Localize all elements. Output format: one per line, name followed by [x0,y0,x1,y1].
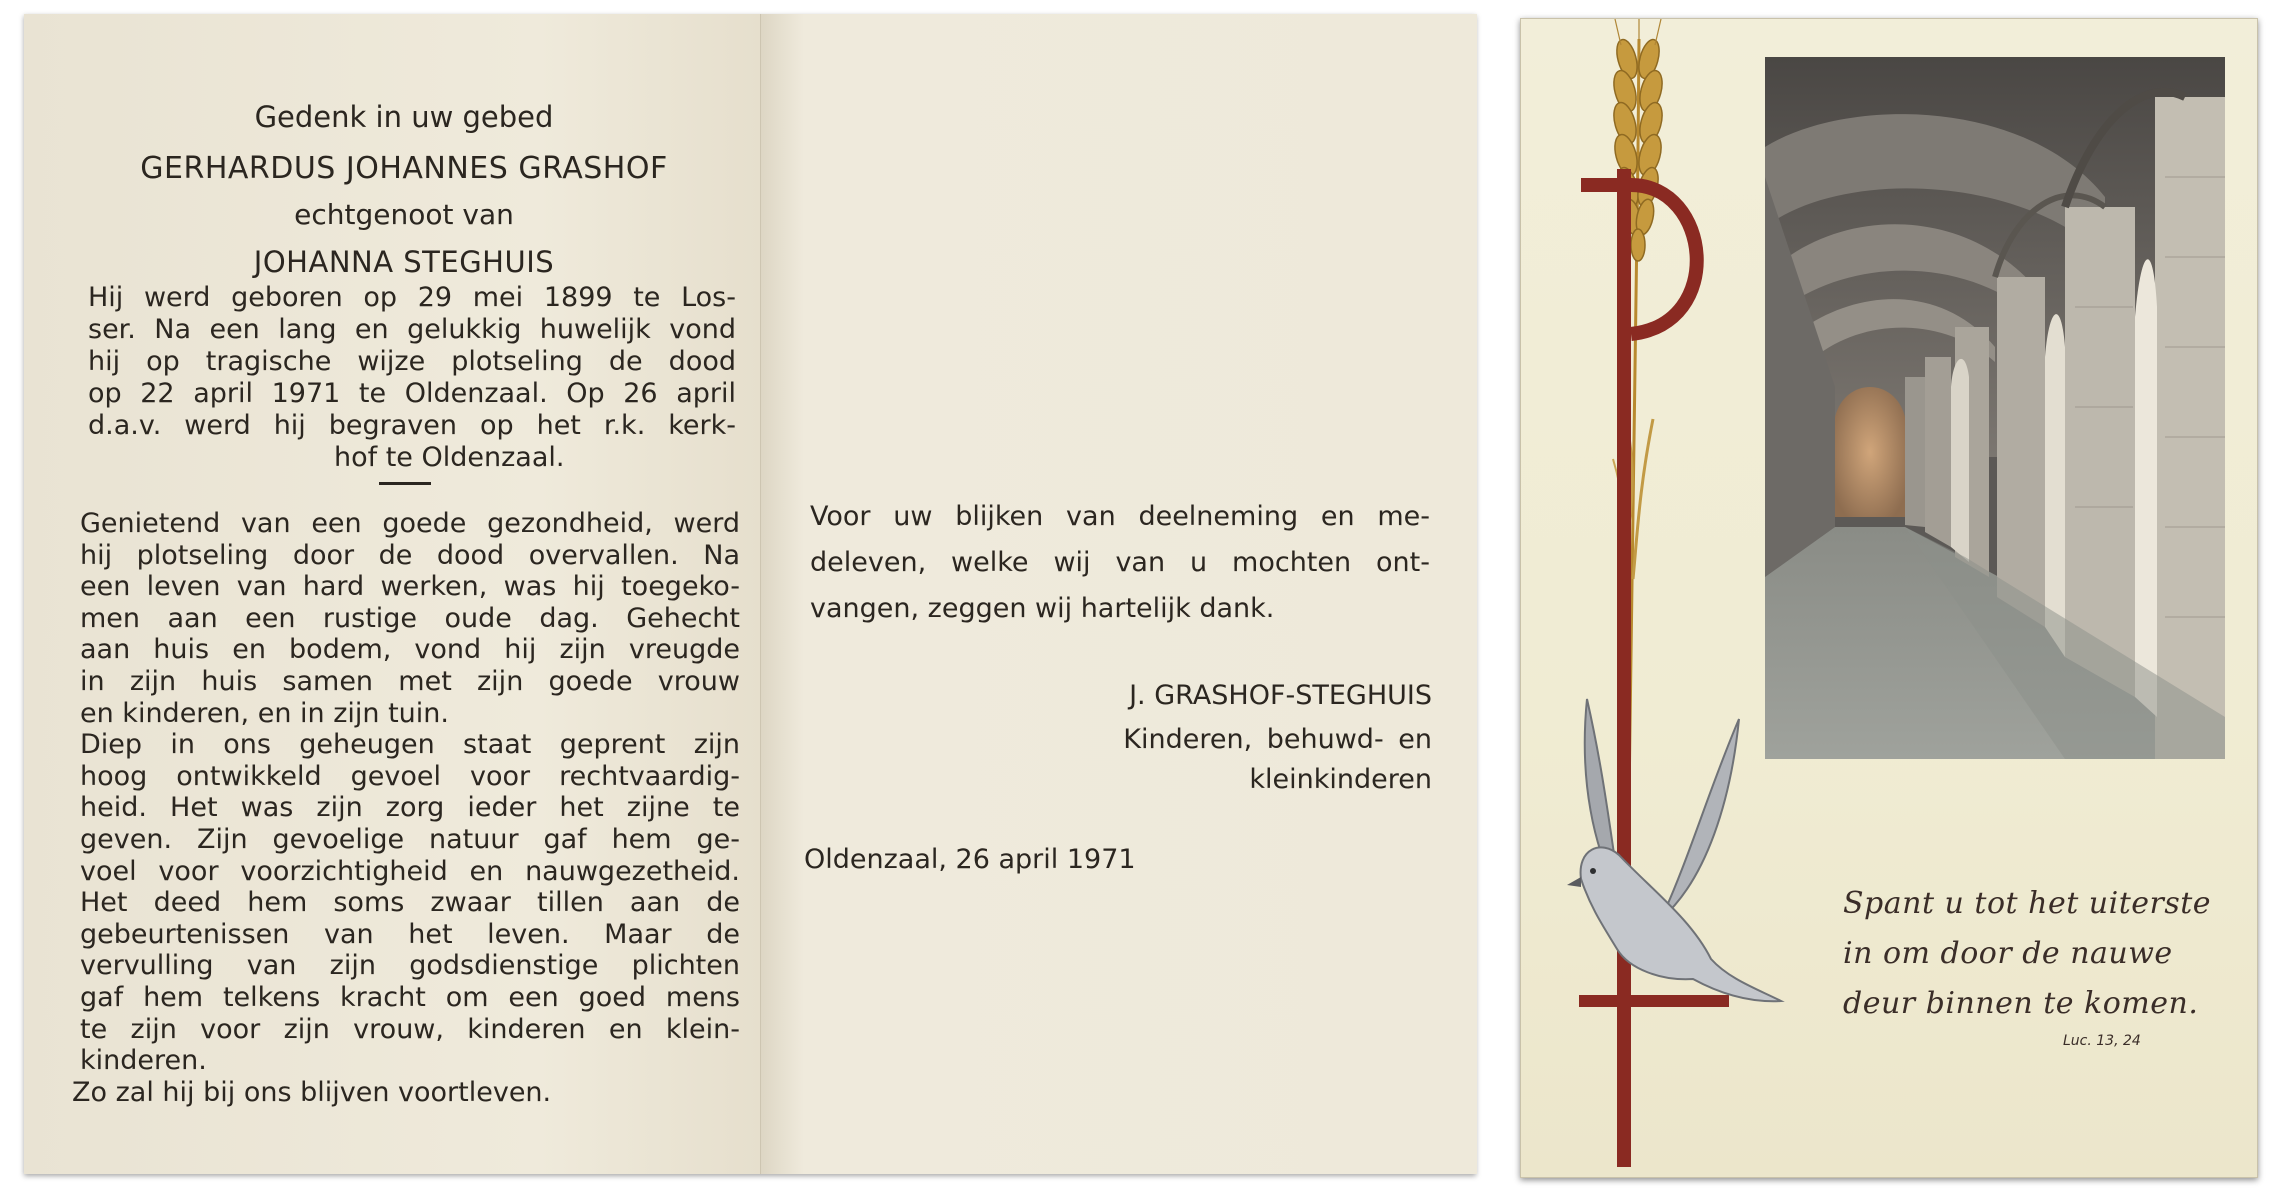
deceased-name: GERHARDUS JOHANNES GRASHOF [140,151,668,186]
dove-icon [1567,699,1781,1001]
body-line: heid. Het was zijn zorg ieder het zijne te [80,792,740,824]
body-line: aan huis en bodem, vond hij zijn vreugde [80,634,740,666]
verse-line: Spant u tot het uiterste [1843,886,2212,921]
body-line: hij plotseling door de dood overvallen. Na [80,539,740,571]
bio-line: hof te Oldenzaal. [334,442,565,473]
chi-rho-icon [1579,169,1729,1167]
body-line: gebeurtenissen van het leven. Maar de [80,918,740,950]
bio-line: Hij werd geboren op 29 mei 1899 te Los- [88,282,736,313]
relation-text: echtgenoot van [294,198,514,231]
body-line: Het deed hem soms zwaar tillen aan de [80,887,740,919]
body-paragraph [72,508,740,1108]
body-line: te zijn voor zijn vrouw, kinderen en klein- [80,1013,740,1045]
bio-line: ser. Na een lang en gelukkig huwelijk vond [88,314,736,345]
bio-line: op 22 april 1971 te Oldenzaal. Op 26 april [88,378,736,409]
verse-reference: Luc. 13, 24 [2063,1033,2141,1049]
body-line: Diep in ons geheugen staat geprent zijn [80,729,740,761]
body-line: kinderen. [80,1045,207,1077]
body-line: en kinderen, en in zijn tuin. [80,697,449,729]
body-line: voel voor voorzichtigheid en nauwgezetheid. [80,855,740,887]
place-date: Oldenzaal, 26 april 1971 [804,844,1136,875]
family-line-2: kleinkinderen [1249,764,1432,795]
body-line: Genietend van een goede gezondheid, werd [80,508,740,539]
thanks-line: vangen, zeggen wij hartelijk dank. [810,593,1275,624]
body-line: in zijn huis samen met zijn goede vrouw [80,665,740,697]
memorial-card-spread [24,14,1476,1174]
bio-line: hij op tragische wijze plotseling de dood [88,346,736,377]
body-line: geven. Zijn gevoelige natuur gaf hem ge- [80,823,740,855]
body-line: Zo zal hij bij ons blijven voortleven. [72,1076,552,1108]
section-divider [379,482,431,485]
body-line: men aan een rustige oude dag. Gehecht [80,602,740,634]
intro-text: Gedenk in uw gebed [254,100,554,134]
cloister-arcade-photo [1765,57,2225,759]
family-line-1: Kinderen, behuwd- en [1123,724,1432,755]
prayer-card [1520,18,2258,1178]
bible-verse [1843,879,2212,1029]
body-line: een leven van hard werken, was hij toegeko- [80,571,740,603]
body-line: gaf hem telkens kracht om een goed mens [80,981,740,1013]
thanks-paragraph [810,494,1430,632]
bio-line: d.a.v. werd hij begraven op het r.k. kerk- [88,410,736,441]
thanks-line: Voor uw blijken van deelneming en me- [810,501,1430,532]
spouse-name: JOHANNA STEGHUIS [253,245,555,279]
body-line: hoog ontwikkeld gevoel voor rechtvaardig- [80,760,740,792]
signature: J. GRASHOF-STEGHUIS [1129,680,1432,711]
body-line: vervulling van zijn godsdienstige plichten [80,950,740,982]
verse-line: deur binnen te komen. [1843,986,2199,1021]
bio-paragraph [88,282,736,474]
thanks-line: deleven, welke wij van u mochten ont- [810,547,1430,578]
verse-line: in om door de nauwe [1843,936,2173,971]
